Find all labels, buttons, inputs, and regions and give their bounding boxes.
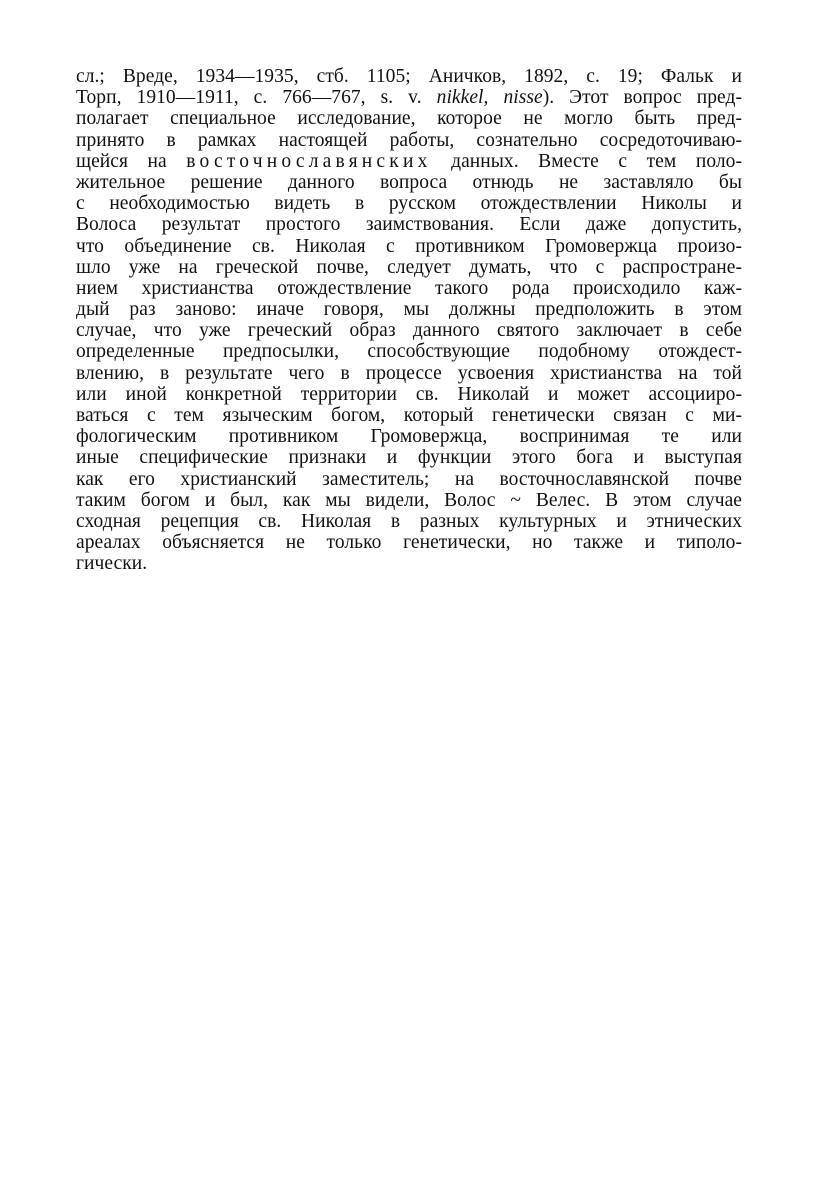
text-line: ваться с тем языческим богом, который генетически связан с ми- <box>76 405 742 426</box>
text-line: иные специфические признаки и функции этого бога и выступая <box>76 447 742 469</box>
text-line: случае, что уже греческий образ данного святого заключает в себе <box>76 320 742 342</box>
text-line: гически. <box>76 553 148 575</box>
text-line: принято в рамках настоящей работы, сознательно сосредоточиваю- <box>76 129 742 151</box>
spaced-emphasis: восточнославянских <box>186 150 432 172</box>
text-segment: ). Этот вопрос пред- <box>542 87 743 109</box>
text-line: что объединение св. Николая с противником Громовержца произо- <box>76 235 742 257</box>
text-line: шло уже на греческой почве, следует думать, что с распростране- <box>76 256 742 278</box>
text-line: жительное решение данного вопроса отнюдь не заставляло бы <box>76 171 742 193</box>
text-line: фологическим противником Громовержца, воспринимая те или <box>76 426 742 448</box>
text-segment: Торп, 1910—1911, с. 766—767, s. v. <box>76 87 437 109</box>
text-line: таким богом и был, как мы видели, Волос ~ Велес. В этом случае <box>76 489 742 511</box>
text-line: полагает специальное исследование, которое не могло быть пред- <box>76 108 742 130</box>
text-segment: щейся на <box>76 150 187 172</box>
document-page <box>76 66 742 575</box>
text-line <box>76 87 742 108</box>
text-line: как его христианский заместитель; на восточнославянской почве <box>76 468 742 490</box>
text-line: или иной конкретной территории св. Николай и может ассоцииро- <box>76 383 742 405</box>
text-line: нием христианства отождествление такого рода происходило каж- <box>76 277 742 299</box>
text-line: дый раз заново: иначе говоря, мы должны предположить в этом <box>76 299 742 321</box>
text-segment: данных. Вместе с тем поло- <box>431 150 742 172</box>
text-line: определенные предпосылки, способствующие подобному отождест- <box>76 341 742 363</box>
text-line: Волоса результат простого заимствования. Если даже допустить, <box>76 214 742 236</box>
text-line: сходная рецепция св. Николая в разных культурных и этнических <box>76 510 742 532</box>
text-line: влению, в результате чего в процессе усвоения христианства на той <box>76 362 742 384</box>
italic-term: nikkel, nisse <box>436 87 543 109</box>
text-line: сл.; Вреде, 1934—1935, стб. 1105; Аничков, 1892, с. 19; Фальк и <box>76 66 742 87</box>
text-line <box>76 151 742 172</box>
body-paragraph <box>76 66 742 575</box>
text-line: ареалах объясняется не только генетически, но также и типоло- <box>76 532 742 554</box>
text-line: с необходимостью видеть в русском отождествлении Николы и <box>76 193 742 215</box>
